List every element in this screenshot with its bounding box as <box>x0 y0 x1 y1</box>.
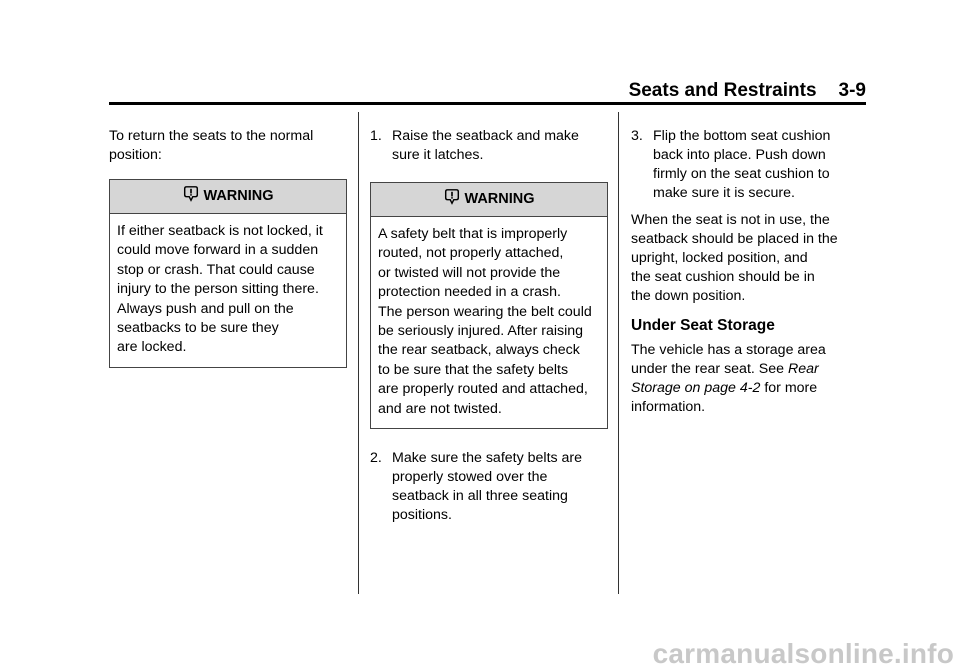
warning-line: are locked. <box>117 339 187 356</box>
step-3 <box>631 127 866 203</box>
step-line: firmly on the seat cushion to <box>653 166 830 182</box>
intro-line: position: <box>109 147 162 163</box>
step-line: back into place. Push down <box>653 147 826 163</box>
watermark: carmanualsonline.info <box>652 638 954 669</box>
section-title: Seats and Restraints <box>628 80 817 101</box>
step-text <box>392 127 579 165</box>
column-2 <box>370 127 608 525</box>
step-2 <box>370 449 608 525</box>
page-number: 3-9 <box>838 80 866 101</box>
warning-line: routed, not properly attached, <box>378 245 564 262</box>
step-number: 1. <box>370 128 382 144</box>
warning-line: or twisted will not provide the <box>378 264 561 281</box>
seat-position-paragraph <box>631 211 866 306</box>
step-line: Make sure the safety belts are <box>392 450 583 467</box>
warning-line: injury to the person sitting there. <box>117 281 319 298</box>
paragraph-line: seatback should be placed in the <box>631 231 838 247</box>
intro-paragraph <box>109 127 347 165</box>
warning-line: be seriously injured. After raising <box>378 323 584 340</box>
warning-line: stop or crash. That could cause <box>117 261 315 278</box>
warning-line: If either seatback is not locked, it <box>117 223 323 239</box>
column-3 <box>631 127 866 417</box>
warning-header <box>110 180 346 214</box>
step-text <box>392 449 582 525</box>
step-line: seatback in all three seating <box>392 488 568 505</box>
column-divider-2 <box>618 112 619 594</box>
paragraph-line: information. <box>631 399 706 415</box>
step-line: Raise the seatback and make <box>392 128 579 144</box>
warning-icon <box>182 185 200 203</box>
cross-reference-link[interactable]: Storage on page 4-2 <box>631 380 761 396</box>
step-line: positions. <box>392 507 452 524</box>
cross-reference-link[interactable]: Rear <box>787 361 819 377</box>
warning-line: the rear seatback, always check <box>378 342 580 359</box>
paragraph-line <box>631 360 866 379</box>
warning-line: could move forward in a sudden <box>117 242 319 259</box>
step-line: properly stowed over the <box>392 469 548 486</box>
paragraph-text: for more <box>760 380 818 396</box>
paragraph-line <box>631 379 866 398</box>
paragraph-text: under the rear seat. See <box>631 361 788 377</box>
warning-icon <box>443 188 461 206</box>
step-1 <box>370 127 608 165</box>
warning-line: protection needed in a crash. <box>378 284 561 301</box>
warning-text <box>371 217 607 428</box>
intro-line: To return the seats to the normal <box>109 128 314 144</box>
step-line: sure it latches. <box>392 147 484 163</box>
paragraph-line: the down position. <box>631 288 746 304</box>
page-header <box>629 80 866 102</box>
warning-box-1 <box>109 179 347 368</box>
section-heading: Under Seat Storage <box>631 317 775 334</box>
warning-line: and are not twisted. <box>378 400 502 417</box>
warning-box-2 <box>370 182 608 429</box>
step-number: 2. <box>370 450 382 467</box>
warning-line: to be sure that the safety belts <box>378 361 569 378</box>
warning-text <box>110 214 346 367</box>
warning-line: seatbacks to be sure they <box>117 320 279 337</box>
warning-title: WARNING <box>203 188 274 204</box>
step-line: Flip the bottom seat cushion <box>653 128 831 144</box>
warning-title: WARNING <box>464 191 535 207</box>
step-text <box>653 127 830 203</box>
warning-line: Always push and pull on the <box>117 300 294 317</box>
header-rule <box>109 102 866 105</box>
warning-header <box>371 183 607 217</box>
paragraph-line: When the seat is not in use, the <box>631 212 830 228</box>
column-divider-1 <box>358 112 359 594</box>
paragraph-line: the seat cushion should be in <box>631 269 815 285</box>
storage-paragraph <box>631 341 866 417</box>
paragraph-line: upright, locked position, and <box>631 250 808 266</box>
step-number: 3. <box>631 128 643 144</box>
paragraph-line: The vehicle has a storage area <box>631 342 826 358</box>
warning-line: A safety belt that is improperly <box>378 226 568 242</box>
warning-line: The person wearing the belt could <box>378 303 592 320</box>
step-line: make sure it is secure. <box>653 185 795 201</box>
column-1 <box>109 127 347 368</box>
warning-line: are properly routed and attached, <box>378 381 588 398</box>
